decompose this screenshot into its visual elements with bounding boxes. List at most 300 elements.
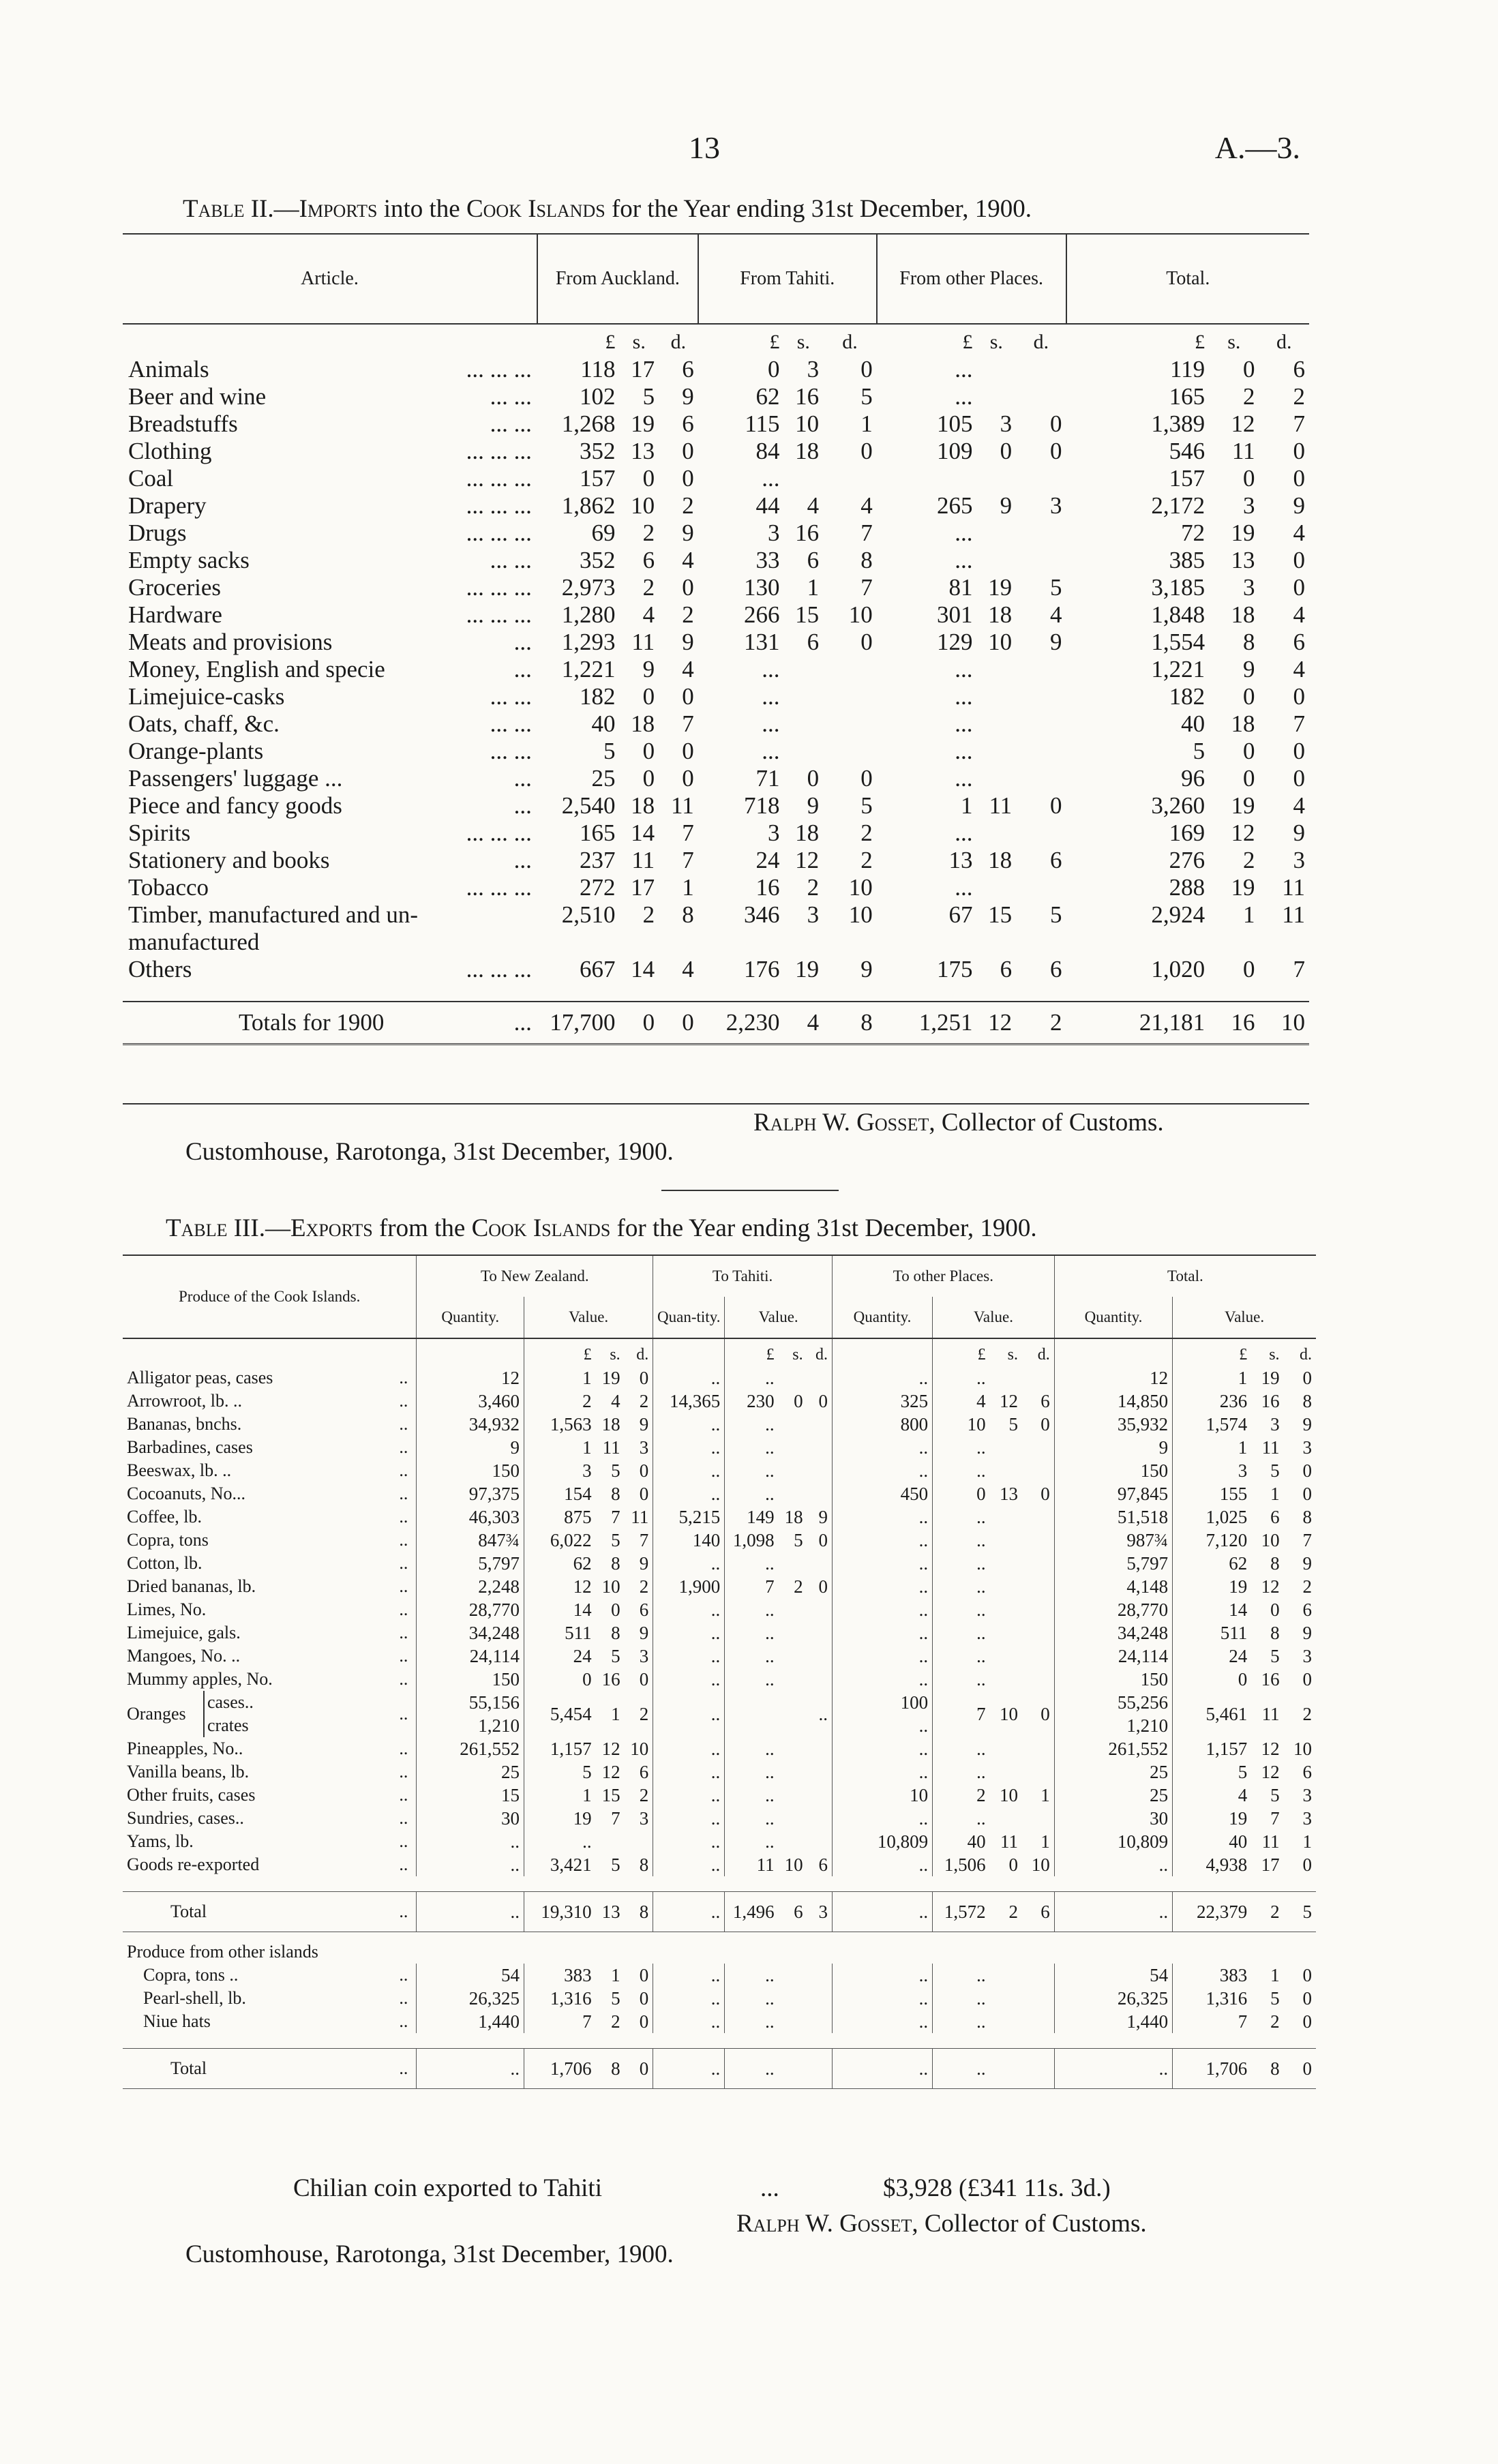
pence-cell <box>823 738 877 765</box>
export-row <box>123 1413 1316 1436</box>
pence-cell: 6 <box>1293 629 1305 655</box>
export-row <box>123 1964 1316 1987</box>
pounds-cell: 1,574 <box>1173 1413 1252 1436</box>
shillings-cell: 8 <box>1270 1553 1280 1574</box>
export-row <box>123 1760 1316 1784</box>
produce-text: Vanilla beans, lb. <box>127 1762 250 1782</box>
export-row <box>123 1644 1316 1668</box>
shillings-cell: 12 <box>1261 1739 1280 1759</box>
pence-cell: 0 <box>1293 574 1305 601</box>
pence-cell <box>807 1459 833 1482</box>
produce-text: Limes, No. <box>127 1599 207 1619</box>
shillings-cell: 12 <box>1231 820 1255 846</box>
quantity-cell: .. <box>653 2049 725 2089</box>
pounds-cell: 5 <box>603 738 616 764</box>
pence-cell: 7 <box>682 710 694 737</box>
pounds-cell: 72 <box>1181 520 1205 546</box>
leader-dots: .. <box>399 1368 408 1387</box>
shillings-cell <box>779 1668 807 1691</box>
quantity-cell: 97,845 <box>1054 1482 1172 1505</box>
shillings-cell: 16 <box>795 383 820 410</box>
currency-spacer <box>123 1338 417 1366</box>
shillings-cell: 5 <box>1270 1460 1280 1481</box>
shillings-cell: 12 <box>601 1739 620 1759</box>
quantity-cell: .. <box>653 1892 725 1932</box>
shillings-cell: 8 <box>596 2049 625 2089</box>
pounds-cell: 165 <box>579 820 616 846</box>
nz-quantity-header: Quantity. <box>417 1297 524 1338</box>
quantity-cell: 14,850 <box>1054 1389 1172 1413</box>
pence-cell: 1 <box>682 874 694 901</box>
shillings-cell: 8 <box>611 1623 620 1643</box>
pounds-cell: 3 <box>524 1459 596 1482</box>
shillings-cell: 10 <box>1261 1530 1280 1550</box>
produce-text: Pineapples, No.. <box>127 1739 243 1758</box>
article-text: Passengers' luggage ... <box>128 765 343 792</box>
shillings-cell <box>990 1737 1022 1760</box>
import-row <box>123 520 1309 547</box>
shillings-cell: 3 <box>1000 410 1013 437</box>
pounds-cell: .. <box>725 1644 779 1668</box>
pence-cell: 8 <box>625 1892 653 1932</box>
pounds-cell: 7 <box>725 1575 779 1598</box>
other-quantity-header: Quantity. <box>832 1297 932 1338</box>
article-text: Others <box>128 956 192 982</box>
import-row <box>123 956 1309 983</box>
total-quantity-cell-line1: 55,256 <box>1117 1692 1169 1713</box>
leader-dots: ... ... ... <box>466 874 532 901</box>
shillings-cell: 0 <box>619 1002 659 1045</box>
pence-cell <box>1016 820 1066 847</box>
pounds-cell: 19,310 <box>524 1892 596 1932</box>
currency-header: s. <box>1007 1346 1018 1364</box>
shillings-cell <box>990 1668 1022 1691</box>
leader-dots: ... <box>513 1009 532 1036</box>
chilian-coin-label: Chilian coin exported to Tahiti <box>293 2174 602 2202</box>
article-text: Limejuice-casks <box>128 683 285 710</box>
shillings-cell <box>977 683 1017 710</box>
leader-dots: .. <box>399 2011 408 2031</box>
pence-cell <box>807 1807 833 1830</box>
shillings-cell: 3 <box>807 901 820 928</box>
pence-cell: 0 <box>639 1988 649 2009</box>
pounds-cell: .. <box>933 1366 990 1389</box>
leader-dots: .. <box>399 1854 408 1874</box>
quantity-cell: .. <box>653 1644 725 1668</box>
pence-cell: 8 <box>1302 1391 1312 1411</box>
produce-text: Bananas, bnchs. <box>127 1414 242 1434</box>
shillings-cell: 10 <box>784 1854 803 1875</box>
pence-cell <box>807 1644 833 1668</box>
pounds-cell: 5 <box>524 1760 596 1784</box>
pounds-cell: 1,554 <box>1151 629 1205 655</box>
pence-cell: 4 <box>1293 792 1305 819</box>
produce-label <box>123 1575 417 1598</box>
produce-text: Total <box>170 2058 207 2078</box>
pounds-cell: 40 <box>1173 1830 1252 1853</box>
pounds-cell: 102 <box>579 383 616 410</box>
pounds-cell: 546 <box>1169 438 1205 464</box>
pence-cell: 6 <box>1040 1391 1050 1411</box>
pounds-cell: 12 <box>524 1575 596 1598</box>
pence-cell: 3 <box>1302 1437 1312 1458</box>
shillings-cell: 17 <box>631 356 655 382</box>
tahiti-value-header: Value. <box>725 1297 833 1338</box>
quantity-cell: 54 <box>1054 1964 1172 1987</box>
pounds-cell: 1,280 <box>561 601 616 628</box>
pence-cell <box>1016 683 1066 710</box>
leader-dots: .. <box>399 1704 408 1724</box>
shillings-cell: 8 <box>1270 1623 1280 1643</box>
other-value-header: Value. <box>933 1297 1055 1338</box>
produce-label <box>123 1784 417 1807</box>
quantity-cell: .. <box>653 1737 725 1760</box>
pence-cell: 7 <box>1293 710 1305 737</box>
currency-header: £ <box>769 331 780 353</box>
pence-cell: 0 <box>1284 2049 1316 2089</box>
shillings-cell: 2 <box>642 520 655 546</box>
quantity-cell: .. <box>832 1552 932 1575</box>
quantity-cell: 325 <box>832 1389 932 1413</box>
group-to-tahiti: To Tahiti. <box>653 1255 833 1297</box>
article-label <box>123 438 537 465</box>
shillings-cell: 17 <box>1261 1854 1280 1875</box>
shillings-cell <box>990 1807 1022 1830</box>
quantity-cell: 150 <box>417 1668 524 1691</box>
leader-dots: .. <box>399 1391 408 1411</box>
produce-text: Cocoanuts, No... <box>127 1484 246 1503</box>
pounds-cell: 5,461 <box>1173 1691 1252 1737</box>
leader-dots: .. <box>399 1988 408 2008</box>
shillings-cell: 12 <box>1261 1576 1280 1597</box>
pounds-cell: 4 <box>1173 1784 1252 1807</box>
pounds-cell: ... <box>955 683 973 710</box>
pence-cell <box>1016 465 1066 492</box>
shillings-cell: 19 <box>795 956 820 982</box>
pounds-cell: 1 <box>961 792 973 819</box>
currency-spacer <box>832 1338 932 1366</box>
pence-cell <box>807 1621 833 1644</box>
pounds-cell: 10 <box>933 1413 990 1436</box>
article-label <box>123 410 537 438</box>
shillings-cell: 1 <box>807 574 820 601</box>
shillings-cell: 16 <box>1261 1391 1280 1411</box>
pounds-cell: 105 <box>937 410 973 437</box>
produce-text: Alligator peas, cases <box>127 1368 273 1387</box>
pounds-cell: .. <box>725 1760 779 1784</box>
shillings-cell: 5 <box>642 383 655 410</box>
currency-spacer <box>417 1338 524 1366</box>
pence-cell: 5 <box>1284 1892 1316 1932</box>
shillings-cell: 12 <box>977 1002 1017 1045</box>
nz-quantity-cell <box>417 1691 524 1737</box>
pence-cell: 9 <box>639 1553 649 1574</box>
shillings-cell <box>779 1644 807 1668</box>
pence-cell: 0 <box>1050 792 1062 819</box>
shillings-cell: 12 <box>795 847 820 873</box>
produce-text: Copra, tons <box>127 1530 209 1550</box>
pence-cell: 10 <box>848 874 873 901</box>
oranges-cases-label: cases.. <box>207 1692 254 1712</box>
article-text: Piece and fancy goods <box>128 792 342 819</box>
shillings-cell: 6 <box>642 547 655 573</box>
produce-label <box>123 1760 417 1784</box>
pounds-cell: 288 <box>1169 874 1205 901</box>
produce-label <box>123 1644 417 1668</box>
produce-text: Mangoes, No. .. <box>127 1646 241 1666</box>
article-text: Timber, manufactured and un-manufactured <box>128 901 418 955</box>
currency-header: s. <box>792 1346 803 1364</box>
leader-dots: ... ... <box>490 683 532 710</box>
shillings-cell <box>779 1598 807 1621</box>
pounds-cell: 1 <box>1173 1436 1252 1459</box>
shillings-cell: 16 <box>601 1669 620 1689</box>
produce-label <box>123 1807 417 1830</box>
pence-cell <box>807 2010 833 2033</box>
pounds-cell: 511 <box>1173 1621 1252 1644</box>
article-text: Hardware <box>128 601 222 628</box>
produce-label <box>123 1691 417 1737</box>
pence-cell: 4 <box>1293 656 1305 682</box>
export-row <box>123 1598 1316 1621</box>
pounds-cell: 4 <box>933 1389 990 1413</box>
pence-cell <box>1022 1575 1054 1598</box>
export-row <box>123 1505 1316 1529</box>
article-text: Clothing <box>128 438 212 464</box>
leader-dots: .. <box>399 1808 408 1828</box>
quantity-cell: .. <box>653 1552 725 1575</box>
quantity-cell: 1,440 <box>1054 2010 1172 2033</box>
quantity-cell: 150 <box>1054 1668 1172 1691</box>
leader-dots: ... ... ... <box>466 574 532 601</box>
pence-cell: 10 <box>1259 1002 1309 1045</box>
pounds-cell: ... <box>762 465 780 492</box>
quantity-cell: 14,365 <box>653 1389 725 1413</box>
pounds-cell: 1,020 <box>1151 956 1205 982</box>
shillings-cell <box>784 656 824 683</box>
pounds-cell: .. <box>725 1413 779 1436</box>
produce-text: Oranges <box>127 1704 186 1724</box>
quantity-cell: 25 <box>1054 1784 1172 1807</box>
shillings-cell: 2 <box>990 1892 1022 1932</box>
shillings-cell <box>977 874 1017 901</box>
shillings-cell: 2 <box>642 901 655 928</box>
pounds-cell: 1,251 <box>877 1002 977 1045</box>
table3-signature: Ralph W. Gosset, Collector of Customs. <box>736 2210 1147 2238</box>
article-label <box>123 683 537 710</box>
group-to-new-zealand: To New Zealand. <box>417 1255 653 1297</box>
export-row <box>123 1853 1316 1876</box>
quantity-cell: 26,325 <box>1054 1987 1172 2010</box>
leader-dots: ... ... ... <box>466 820 532 846</box>
shillings-cell: 5 <box>611 1854 620 1875</box>
import-row <box>123 438 1309 465</box>
shillings-cell: 2 <box>1270 2011 1280 2032</box>
shillings-cell: 2 <box>794 1576 803 1597</box>
shillings-cell: 12 <box>999 1391 1018 1411</box>
pounds-cell: 40 <box>933 1830 990 1853</box>
nz-quantity-cell-line1: 55,156 <box>468 1692 520 1713</box>
spacer-row <box>123 1876 1316 1892</box>
leader-dots: ... ... <box>490 710 532 737</box>
import-row <box>123 656 1309 683</box>
pounds-cell: 119 <box>1169 356 1205 382</box>
shillings-cell: 0 <box>1243 956 1255 982</box>
currency-header: d. <box>1033 331 1049 353</box>
article-text: Coal <box>128 465 174 492</box>
table3-place-date: Customhouse, Rarotonga, 31st December, 1900. <box>185 2240 674 2268</box>
shillings-cell: 11 <box>631 847 655 873</box>
pence-cell: 2 <box>1016 1002 1066 1045</box>
pounds-cell: 2,510 <box>561 901 616 928</box>
shillings-cell <box>977 820 1017 847</box>
leader-dots: ... <box>513 847 532 873</box>
quantity-cell: 9 <box>1054 1436 1172 1459</box>
pounds-cell: 1,496 <box>725 1892 779 1932</box>
shillings-cell: 8 <box>611 1553 620 1574</box>
leader-dots: .. <box>399 1762 408 1782</box>
shillings-cell: 16 <box>1209 1002 1259 1045</box>
other-islands-heading-row <box>123 1932 1316 1964</box>
quantity-cell: 12 <box>417 1366 524 1389</box>
pence-cell: 3 <box>1302 1808 1312 1829</box>
quantity-cell: .. <box>832 1459 932 1482</box>
pence-cell: 2 <box>682 492 694 519</box>
shillings-cell: 6 <box>1270 1507 1280 1527</box>
shillings-cell <box>990 1987 1022 2010</box>
pence-cell: 7 <box>1293 956 1305 982</box>
table3-title: Table III.—Exports from the Cook Islands for the Year ending 31st December, 1900. <box>166 1214 1037 1242</box>
shillings-cell <box>990 2010 1022 2033</box>
pence-cell <box>1022 1436 1054 1459</box>
shillings-cell <box>784 738 824 765</box>
article-label <box>123 656 537 683</box>
pounds-cell: 62 <box>755 383 780 410</box>
pence-cell: 0 <box>639 1368 649 1388</box>
article-text: Spirits <box>128 820 191 846</box>
pounds-cell: 718 <box>744 792 780 819</box>
leader-dots: .. <box>399 1507 408 1527</box>
pence-cell: 8 <box>860 547 873 573</box>
pounds-cell: .. <box>524 1830 596 1853</box>
pounds-cell: 2,973 <box>561 574 616 601</box>
quantity-cell: 261,552 <box>417 1737 524 1760</box>
import-row <box>123 629 1309 656</box>
shillings-cell <box>990 1552 1022 1575</box>
pence-cell: 0 <box>1302 1368 1312 1388</box>
pounds-cell: 24 <box>1173 1644 1252 1668</box>
shillings-cell: 0 <box>794 1391 803 1411</box>
shillings-cell <box>977 738 1017 765</box>
produce-label <box>123 1366 417 1389</box>
quantity-cell: 34,248 <box>1054 1621 1172 1644</box>
shillings-cell: 3 <box>807 356 820 382</box>
quantity-cell: 140 <box>653 1529 725 1552</box>
shillings-cell: 6 <box>1000 956 1013 982</box>
quantity-cell: .. <box>653 1853 725 1876</box>
pence-cell: 0 <box>682 738 694 764</box>
produce-text: Niue hats <box>143 2011 211 2031</box>
shillings-cell <box>990 1529 1022 1552</box>
pounds-cell: 44 <box>755 492 780 519</box>
shillings-cell: 14 <box>631 820 655 846</box>
pence-cell: 9 <box>1293 820 1305 846</box>
quantity-cell: 54 <box>417 1964 524 1987</box>
pence-cell: 8 <box>639 1854 649 1875</box>
shillings-cell: 5 <box>611 1530 620 1550</box>
totals-row <box>123 1002 1309 1045</box>
shillings-cell: 2 <box>642 574 655 601</box>
shillings-cell: 0 <box>642 738 655 764</box>
article-text: Breadstuffs <box>128 410 238 437</box>
produce-text: Beeswax, lb. .. <box>127 1460 232 1480</box>
currency-header: d. <box>1300 1346 1312 1364</box>
pence-cell: 9 <box>639 1414 649 1434</box>
pounds-cell: 81 <box>948 574 973 601</box>
quantity-cell: .. <box>417 2049 524 2089</box>
pence-cell: 8 <box>682 901 694 928</box>
leader-dots: ... ... ... <box>466 438 532 464</box>
pence-cell: 6 <box>639 1599 649 1620</box>
pounds-cell: 352 <box>579 547 616 573</box>
pence-cell: 11 <box>631 1507 649 1527</box>
leader-dots: .. <box>399 1902 408 1921</box>
pounds-cell: .. <box>725 1436 779 1459</box>
produce-label <box>123 1987 417 2010</box>
shillings-cell <box>779 1737 807 1760</box>
shillings-cell <box>977 356 1017 383</box>
shillings-cell: 15 <box>988 901 1013 928</box>
pounds-cell: ... <box>955 820 973 846</box>
pounds-cell: 19 <box>1173 1575 1252 1598</box>
produce-text: Limejuice, gals. <box>127 1623 241 1642</box>
pounds-cell: 1,572 <box>933 1892 990 1932</box>
pence-cell <box>1016 874 1066 901</box>
article-text: Oats, chaff, &c. <box>128 710 280 737</box>
shillings-cell: 18 <box>795 438 820 464</box>
quantity-cell: 5,215 <box>653 1505 725 1529</box>
currency-header: d. <box>842 331 858 353</box>
article-label <box>123 956 537 983</box>
pence-cell: 4 <box>682 547 694 573</box>
page-number: 13 <box>689 130 720 165</box>
pounds-cell: 14 <box>1173 1598 1252 1621</box>
quantity-cell: .. <box>653 1366 725 1389</box>
col-from-auckland: From Auckland. <box>537 234 698 324</box>
shillings-cell: 10 <box>999 1704 1018 1724</box>
pounds-cell: 1,268 <box>561 410 616 437</box>
shillings-cell: 18 <box>1231 710 1255 737</box>
shillings-cell <box>779 1987 807 2010</box>
shillings-cell: 0 <box>1243 765 1255 792</box>
shillings-cell: 0 <box>1270 1599 1280 1620</box>
quantity-cell: .. <box>653 1760 725 1784</box>
pence-cell: 6 <box>1050 847 1062 873</box>
shillings-cell: 5 <box>1270 1988 1280 2009</box>
shillings-cell <box>977 520 1017 547</box>
shillings-cell: 8 <box>1251 2049 1283 2089</box>
shillings-cell: 19 <box>631 410 655 437</box>
import-row <box>123 792 1309 820</box>
quantity-cell: .. <box>653 1987 725 2010</box>
produce-label <box>123 1552 417 1575</box>
nz-quantity-cell-line2: 1,210 <box>478 1715 520 1736</box>
currency-header: d. <box>1276 331 1292 353</box>
quantity-cell: .. <box>832 1760 932 1784</box>
pence-cell <box>807 1436 833 1459</box>
produce-label <box>123 1853 417 1876</box>
produce-label <box>123 1459 417 1482</box>
